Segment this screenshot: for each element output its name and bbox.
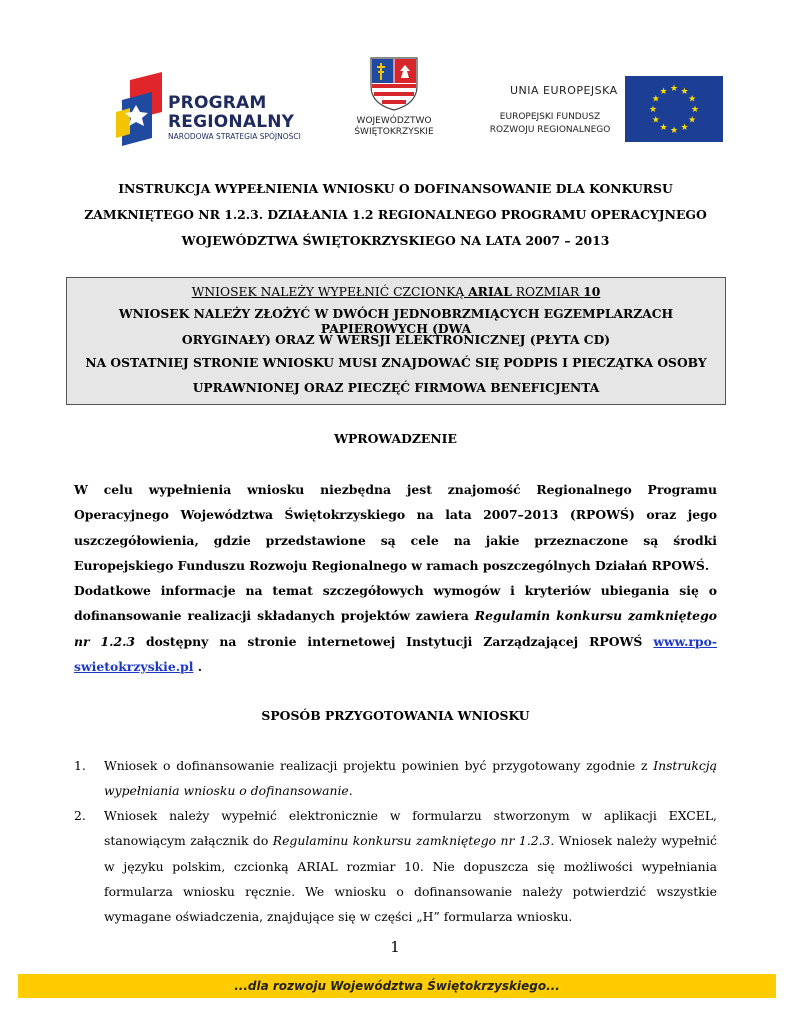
page-number: 1	[390, 938, 400, 956]
eu-star-icon: ★	[651, 94, 660, 105]
title-line-3: WOJEWÓDZTWA ŚWIĘTOKRZYSKIEGO NA LATA 2007 – 2013	[181, 233, 610, 248]
intro-paragraph-1: W celu wypełnienia wniosku niezbędna jest znajomość Regionalnego Programu Operacyjnego Województwa Świętokrzyskiego na lata 2007–2013 (RPOWŚ) oraz jego uszczegółowienia, gdzie przedstawione są cele na jakie przeznaczone są środki Europejskiego Funduszu Rozwoju Regionalnego w ramach poszczególnych Działań RPOWŚ.	[74, 482, 717, 573]
coat-of-arms-icon	[369, 56, 419, 112]
eu-star-icon: ★	[680, 123, 689, 134]
footer-slogan: ...dla rozwoju Województwa Świętokrzyskiego...	[18, 974, 776, 998]
voivodeship-logo-line2: ŚWIĘTOKRZYSKIE	[354, 127, 434, 137]
rpo-website-link[interactable]: www.rpo-swietokrzyskie.pl	[74, 633, 718, 674]
wojewodztwo-swietokrzyskie-logo	[346, 56, 442, 148]
para2-text-c: dostępny na stronie internetowej Instytucji Zarządzającej RPOWŚ	[135, 633, 654, 649]
eu-star-icon: ★	[669, 84, 679, 94]
eu-star-icon: ★	[659, 123, 668, 134]
list-item-text	[104, 803, 717, 929]
para2-text-d: .	[193, 658, 203, 674]
procedure-heading: SPOSÓB PRZYGOTOWANIA WNIOSKU	[261, 708, 530, 723]
list-item-number: 1.	[74, 758, 86, 773]
regulation-reference: Regulamin konkursu zamkniętego nr 1.2.3	[74, 608, 717, 649]
para2-text-a: Dodatkowe informacje na temat szczegółowych wymogów i kryteriów ubiegania się o dofinansowanie realizacji składanych projektów zawiera	[74, 583, 717, 624]
item2-text-c: . Wniosek należy wypełnić w języku polskim, czcionką ARIAL rozmiar 10. Nie dopuszcza się możliwości wypełniania formularza wniosku ręcznie. We wniosku o dofinansowanie należy potwierdzić wszystkie wymagane oświadczenia, znajdujące się w części „H” formularza wniosku.	[104, 833, 717, 925]
item2-text-b: Regulaminu konkursu zamkniętego nr 1.2.3	[272, 833, 551, 849]
notice-line-3: ORYGINAŁY) ORAZ W WERSJI ELEKTRONICZNEJ (PŁYTA CD)	[181, 332, 611, 347]
eu-stars-icon	[625, 76, 723, 142]
notice-font-name: ARIAL	[468, 284, 512, 299]
title-line-2: ZAMKNIĘTEGO NR 1.2.3. DZIAŁANIA 1.2 REGIONALNEGO PROGRAMU OPERACYJNEGO	[84, 207, 707, 222]
intro-paragraph-2	[74, 578, 717, 679]
eu-star-icon: ★	[688, 115, 697, 126]
program-regionalny-logo	[112, 72, 327, 152]
notice-line-2: WNIOSEK NALEŻY ZŁOŻYĆ W DWÓCH JEDNOBRZMIĄCYCH EGZEMPLARZACH PAPIEROWYCH (DWA	[118, 306, 674, 336]
document-title	[60, 176, 731, 254]
program-regionalny-emblem-icon	[112, 72, 168, 148]
item1-text-a: Wniosek o dofinansowanie realizacji projektu powinien być przygotowany zgodnie z	[104, 758, 654, 773]
notice-box	[66, 277, 726, 405]
eu-star-icon: ★	[680, 86, 689, 97]
program-logo-line1: PROGRAM	[168, 93, 267, 113]
eu-star-icon: ★	[659, 86, 668, 97]
eu-star-icon: ★	[651, 115, 660, 126]
voivodeship-logo-line1: WOJEWÓDZTWO	[356, 116, 432, 126]
program-logo-subtitle: NARODOWA STRATEGIA SPÓJNOŚCI	[168, 132, 301, 141]
eu-flag-icon	[625, 76, 723, 142]
title-line-1: INSTRUKCJA WYPEŁNIENIA WNIOSKU O DOFINANSOWANIE DLA KONKURSU	[118, 181, 673, 196]
list-item-text	[104, 753, 717, 804]
eu-logo-sub2: ROZWOJU REGIONALNEGO	[489, 125, 611, 135]
eu-star-icon: ★	[690, 105, 700, 115]
notice-size-text: ROZMIAR	[511, 285, 584, 299]
eu-logo-title: UNIA EUROPEJSKA	[510, 84, 618, 97]
list-item-number: 2.	[74, 808, 86, 823]
notice-size-value: 10	[583, 284, 601, 299]
notice-line-4: NA OSTATNIEJ STRONIE WNIOSKU MUSI ZNAJDOWAĆ SIĘ PODPIS I PIECZĄTKA OSOBY	[85, 355, 707, 370]
item1-text-b: Instrukcją wypełniania wniosku o dofinansowanie.	[104, 758, 717, 799]
eu-star-icon: ★	[648, 105, 658, 115]
item2-text-a: Wniosek należy wypełnić elektronicznie w formularzu stworzonym w aplikacji EXCEL, stanowiącym załącznik do	[104, 808, 717, 849]
eu-star-icon: ★	[669, 126, 679, 136]
intro-heading: WPROWADZENIE	[334, 431, 457, 446]
notice-font-text: WNIOSEK NALEŻY WYPEŁNIĆ CZCIONKĄ	[191, 285, 469, 299]
notice-line-5: UPRAWNIONEJ ORAZ PIECZĘĆ FIRMOWA BENEFICJENTA	[192, 380, 600, 395]
program-logo-line2: REGIONALNY	[168, 112, 295, 132]
eu-logo-sub1: EUROPEJSKI FUNDUSZ	[499, 112, 601, 122]
eu-fund-logo	[478, 76, 723, 146]
eu-star-icon: ★	[688, 94, 697, 105]
notice-line-1	[67, 284, 725, 299]
